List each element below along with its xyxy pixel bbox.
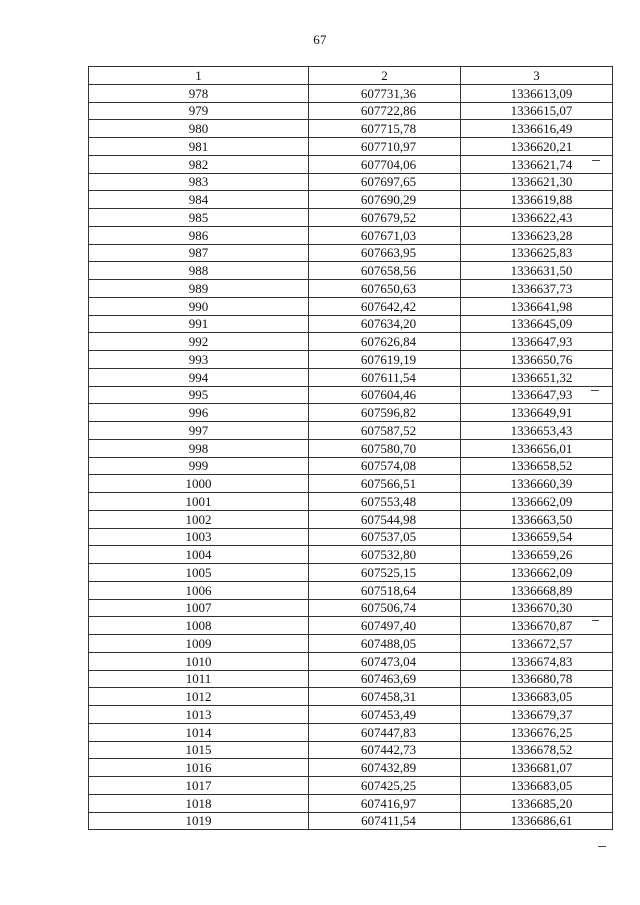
table-row [89, 510, 613, 528]
table-row [89, 652, 613, 670]
table-row [89, 493, 613, 511]
y-coordinate-cell: 1336647,93 [461, 333, 613, 351]
table-row [89, 688, 613, 706]
y-coordinate-cell: 1336616,49 [461, 120, 613, 138]
x-coordinate-cell: 607596,82 [309, 404, 461, 422]
x-coordinate-cell: 607679,52 [309, 209, 461, 227]
y-coordinate-cell: 1336647,93 [461, 386, 613, 404]
point-number-cell: 1006 [89, 581, 309, 599]
scan-mark [592, 620, 599, 621]
point-number-cell: 995 [89, 386, 309, 404]
x-coordinate-cell: 607587,52 [309, 422, 461, 440]
y-coordinate-cell: 1336637,73 [461, 280, 613, 298]
x-coordinate-cell: 607463,69 [309, 670, 461, 688]
x-coordinate-cell: 607611,54 [309, 368, 461, 386]
table-row [89, 102, 613, 120]
table-row [89, 457, 613, 475]
x-coordinate-cell: 607425,25 [309, 777, 461, 795]
y-coordinate-cell: 1336631,50 [461, 262, 613, 280]
y-coordinate-cell: 1336678,52 [461, 741, 613, 759]
coordinates-table [88, 66, 613, 830]
x-coordinate-cell: 607518,64 [309, 581, 461, 599]
x-coordinate-cell: 607544,98 [309, 510, 461, 528]
point-number-cell: 1018 [89, 794, 309, 812]
y-coordinate-cell: 1336670,30 [461, 599, 613, 617]
point-number-cell: 985 [89, 209, 309, 227]
point-number-cell: 983 [89, 173, 309, 191]
x-coordinate-cell: 607537,05 [309, 528, 461, 546]
point-number-cell: 981 [89, 138, 309, 156]
table-row [89, 333, 613, 351]
table-row [89, 173, 613, 191]
scan-mark [591, 390, 599, 391]
point-number-cell: 1014 [89, 723, 309, 741]
point-number-cell: 1008 [89, 617, 309, 635]
y-coordinate-cell: 1336679,37 [461, 706, 613, 724]
point-number-cell: 999 [89, 457, 309, 475]
y-coordinate-cell: 1336662,09 [461, 493, 613, 511]
y-coordinate-cell: 1336620,21 [461, 138, 613, 156]
point-number-cell: 1011 [89, 670, 309, 688]
x-coordinate-cell: 607432,89 [309, 759, 461, 777]
x-coordinate-cell: 607710,97 [309, 138, 461, 156]
x-coordinate-cell: 607442,73 [309, 741, 461, 759]
point-number-cell: 1017 [89, 777, 309, 795]
point-number-cell: 989 [89, 280, 309, 298]
table-row [89, 138, 613, 156]
point-number-cell: 996 [89, 404, 309, 422]
x-coordinate-cell: 607566,51 [309, 475, 461, 493]
point-number-cell: 1004 [89, 546, 309, 564]
y-coordinate-cell: 1336685,20 [461, 794, 613, 812]
table-row [89, 617, 613, 635]
table-row [89, 706, 613, 724]
x-coordinate-cell: 607704,06 [309, 155, 461, 173]
table-row [89, 670, 613, 688]
y-coordinate-cell: 1336670,87 [461, 617, 613, 635]
y-coordinate-cell: 1336619,88 [461, 191, 613, 209]
table-row [89, 262, 613, 280]
table-row [89, 404, 613, 422]
table-row [89, 741, 613, 759]
point-number-cell: 993 [89, 351, 309, 369]
x-coordinate-cell: 607658,56 [309, 262, 461, 280]
table-row [89, 386, 613, 404]
y-coordinate-cell: 1336676,25 [461, 723, 613, 741]
point-number-cell: 987 [89, 244, 309, 262]
table-row [89, 723, 613, 741]
column-header-2: 2 [309, 67, 461, 85]
x-coordinate-cell: 607650,63 [309, 280, 461, 298]
table-row [89, 297, 613, 315]
y-coordinate-cell: 1336663,50 [461, 510, 613, 528]
column-header-3: 3 [461, 67, 613, 85]
point-number-cell: 1016 [89, 759, 309, 777]
x-coordinate-cell: 607722,86 [309, 102, 461, 120]
y-coordinate-cell: 1336656,01 [461, 439, 613, 457]
table-row [89, 155, 613, 173]
point-number-cell: 980 [89, 120, 309, 138]
point-number-cell: 1002 [89, 510, 309, 528]
point-number-cell: 978 [89, 84, 309, 102]
table-row [89, 812, 613, 830]
x-coordinate-cell: 607731,36 [309, 84, 461, 102]
y-coordinate-cell: 1336668,89 [461, 581, 613, 599]
y-coordinate-cell: 1336645,09 [461, 315, 613, 333]
point-number-cell: 986 [89, 226, 309, 244]
point-number-cell: 994 [89, 368, 309, 386]
x-coordinate-cell: 607663,95 [309, 244, 461, 262]
point-number-cell: 1009 [89, 635, 309, 653]
y-coordinate-cell: 1336660,39 [461, 475, 613, 493]
point-number-cell: 991 [89, 315, 309, 333]
x-coordinate-cell: 607411,54 [309, 812, 461, 830]
y-coordinate-cell: 1336672,57 [461, 635, 613, 653]
point-number-cell: 1015 [89, 741, 309, 759]
point-number-cell: 1001 [89, 493, 309, 511]
table-row [89, 351, 613, 369]
table-row [89, 475, 613, 493]
x-coordinate-cell: 607642,42 [309, 297, 461, 315]
table-row [89, 777, 613, 795]
table-row [89, 209, 613, 227]
point-number-cell: 1005 [89, 564, 309, 582]
x-coordinate-cell: 607497,40 [309, 617, 461, 635]
table-header-row [89, 67, 613, 85]
table-row [89, 280, 613, 298]
x-coordinate-cell: 607416,97 [309, 794, 461, 812]
table-row [89, 422, 613, 440]
y-coordinate-cell: 1336658,52 [461, 457, 613, 475]
x-coordinate-cell: 607473,04 [309, 652, 461, 670]
y-coordinate-cell: 1336623,28 [461, 226, 613, 244]
table-row [89, 759, 613, 777]
x-coordinate-cell: 607580,70 [309, 439, 461, 457]
y-coordinate-cell: 1336622,43 [461, 209, 613, 227]
point-number-cell: 1007 [89, 599, 309, 617]
scan-mark [592, 160, 600, 161]
x-coordinate-cell: 607525,15 [309, 564, 461, 582]
page-number: 67 [313, 32, 327, 47]
point-number-cell: 1010 [89, 652, 309, 670]
point-number-cell: 988 [89, 262, 309, 280]
x-coordinate-cell: 607715,78 [309, 120, 461, 138]
scan-mark [598, 846, 606, 847]
table-row [89, 439, 613, 457]
x-coordinate-cell: 607458,31 [309, 688, 461, 706]
point-number-cell: 982 [89, 155, 309, 173]
x-coordinate-cell: 607634,20 [309, 315, 461, 333]
y-coordinate-cell: 1336659,54 [461, 528, 613, 546]
point-number-cell: 1000 [89, 475, 309, 493]
y-coordinate-cell: 1336674,83 [461, 652, 613, 670]
table-row [89, 564, 613, 582]
y-coordinate-cell: 1336681,07 [461, 759, 613, 777]
point-number-cell: 984 [89, 191, 309, 209]
y-coordinate-cell: 1336641,98 [461, 297, 613, 315]
point-number-cell: 979 [89, 102, 309, 120]
table-row [89, 368, 613, 386]
x-coordinate-cell: 607553,48 [309, 493, 461, 511]
point-number-cell: 1012 [89, 688, 309, 706]
table-row [89, 635, 613, 653]
x-coordinate-cell: 607697,65 [309, 173, 461, 191]
column-header-1: 1 [89, 67, 309, 85]
table-row [89, 581, 613, 599]
x-coordinate-cell: 607453,49 [309, 706, 461, 724]
point-number-cell: 990 [89, 297, 309, 315]
y-coordinate-cell: 1336621,74 [461, 155, 613, 173]
y-coordinate-cell: 1336651,32 [461, 368, 613, 386]
y-coordinate-cell: 1336625,83 [461, 244, 613, 262]
y-coordinate-cell: 1336680,78 [461, 670, 613, 688]
x-coordinate-cell: 607532,80 [309, 546, 461, 564]
x-coordinate-cell: 607671,03 [309, 226, 461, 244]
table-row [89, 84, 613, 102]
table-row [89, 794, 613, 812]
x-coordinate-cell: 607626,84 [309, 333, 461, 351]
y-coordinate-cell: 1336659,26 [461, 546, 613, 564]
y-coordinate-cell: 1336621,30 [461, 173, 613, 191]
x-coordinate-cell: 607447,83 [309, 723, 461, 741]
x-coordinate-cell: 607574,08 [309, 457, 461, 475]
point-number-cell: 998 [89, 439, 309, 457]
x-coordinate-cell: 607619,19 [309, 351, 461, 369]
table-row [89, 226, 613, 244]
y-coordinate-cell: 1336615,07 [461, 102, 613, 120]
point-number-cell: 997 [89, 422, 309, 440]
y-coordinate-cell: 1336662,09 [461, 564, 613, 582]
x-coordinate-cell: 607604,46 [309, 386, 461, 404]
y-coordinate-cell: 1336649,91 [461, 404, 613, 422]
table-row [89, 599, 613, 617]
table-row [89, 546, 613, 564]
y-coordinate-cell: 1336613,09 [461, 84, 613, 102]
y-coordinate-cell: 1336683,05 [461, 777, 613, 795]
x-coordinate-cell: 607488,05 [309, 635, 461, 653]
table-row [89, 244, 613, 262]
table-row [89, 191, 613, 209]
y-coordinate-cell: 1336683,05 [461, 688, 613, 706]
y-coordinate-cell: 1336650,76 [461, 351, 613, 369]
table-row [89, 315, 613, 333]
point-number-cell: 1019 [89, 812, 309, 830]
point-number-cell: 1003 [89, 528, 309, 546]
y-coordinate-cell: 1336686,61 [461, 812, 613, 830]
point-number-cell: 992 [89, 333, 309, 351]
point-number-cell: 1013 [89, 706, 309, 724]
table-row [89, 120, 613, 138]
y-coordinate-cell: 1336653,43 [461, 422, 613, 440]
x-coordinate-cell: 607690,29 [309, 191, 461, 209]
table-row [89, 528, 613, 546]
x-coordinate-cell: 607506,74 [309, 599, 461, 617]
